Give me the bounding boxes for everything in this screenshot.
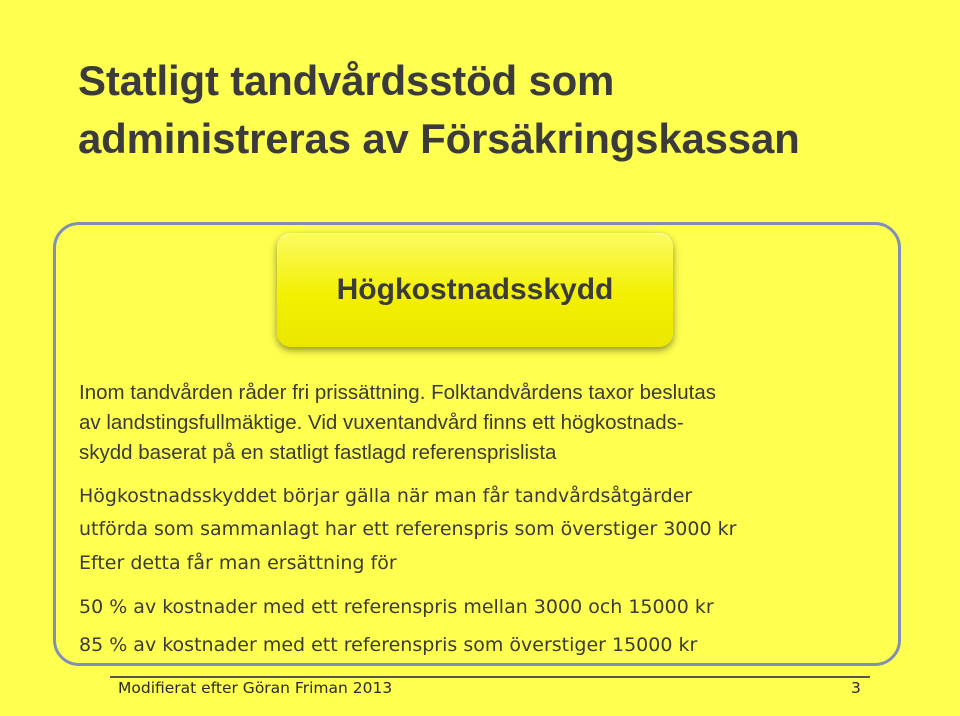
paragraph-threshold	[79, 480, 919, 546]
paragraph-compensation-intro	[79, 548, 919, 578]
paragraph1-line-1: Inom tandvården råder fri prissättning. Folktandvårdens taxor beslutas	[79, 381, 716, 404]
title-line-2: administreras av Försäkringskassan	[78, 115, 800, 162]
paragraph1-line-3: skydd baserat på en statligt fastlagd referensprislista	[79, 441, 557, 464]
list-item: 85 % av kostnader med ett referenspris som överstiger 15000 kr	[79, 634, 698, 656]
compensation-list	[79, 588, 919, 664]
footer-credit: Modifierat efter Göran Friman 2013	[118, 679, 393, 697]
footer-divider	[110, 676, 870, 678]
badge-label: Högkostnadsskydd	[336, 273, 614, 306]
paragraph2-line-2: utförda som sammanlagt har ett referenspris som överstiger 3000 kr	[79, 518, 737, 540]
paragraph2-line-1: Högkostnadsskyddet börjar gälla när man får tandvårdsåtgärder	[79, 485, 693, 507]
heading-badge	[277, 233, 673, 347]
list-item: 50 % av kostnader med ett referenspris mellan 3000 och 15000 kr	[79, 596, 714, 618]
title-line-1: Statligt tandvårdsstöd som	[78, 57, 615, 104]
page-number: 3	[851, 679, 861, 697]
slide-title	[78, 52, 938, 168]
paragraph1-line-2: av landstingsfullmäktige. Vid vuxentandvård finns ett högkostnads-	[79, 411, 684, 434]
paragraph-pricing	[79, 378, 919, 468]
paragraph3-line: Efter detta får man ersättning för	[79, 552, 397, 574]
